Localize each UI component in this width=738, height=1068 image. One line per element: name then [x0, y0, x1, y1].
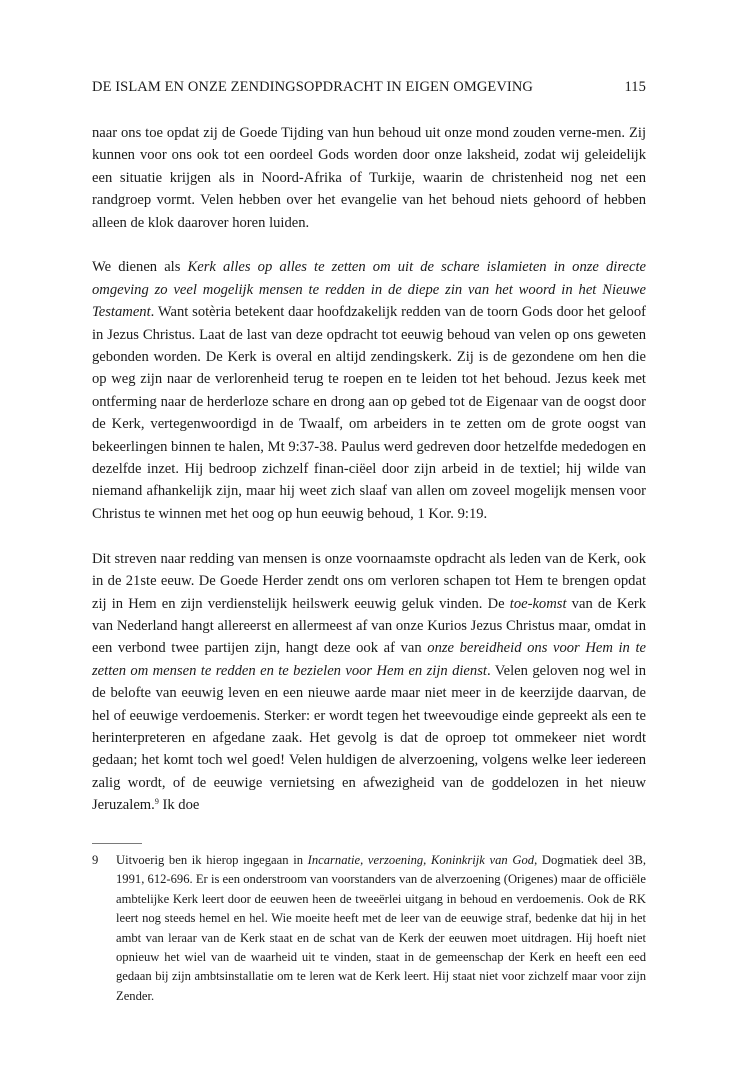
page-number: 115: [624, 79, 646, 95]
footnote-separator: [92, 843, 142, 844]
body-text: [92, 122, 646, 817]
text-run: naar ons toe opdat zij de Goede Tijding van hun behoud uit onze mond zouden verne-men. Zij kunnen voor ons ook tot een oordeel Gods worden door onze laksheid, zodat wij geleidelijk een situatie krijgen als in Noord-Afrika of Turkije, waarin de christenheid nog net een randgroep vormt. Velen hebben over het evangelie van het behoud niets gehoord of hebben alleen de klok daarover horen luiden.: [92, 125, 646, 231]
text-run: Ik doe: [158, 797, 200, 814]
footnote-reference: 9: [154, 797, 159, 807]
italic-text: Kerk alles op alles te zetten om uit de schare islamieten in onze directe omgeving zo veel mogelijk mensen te redden in de diepe zin van het woord in het Nieuwe Testament: [92, 259, 646, 321]
italic-text: toe-komst: [509, 595, 567, 612]
book-page: [92, 0, 646, 1068]
text-run: Uitvoerig ben ik hierop ingegaan in: [116, 853, 308, 867]
footnote-text: [116, 851, 646, 1006]
footnote: [92, 851, 646, 1006]
running-title: DE ISLAM EN ONZE ZENDINGSOPDRACHT IN EIGEN OMGEVING: [92, 79, 534, 95]
italic-text: onze bereidheid ons voor Hem in te zetten om mensen te redden en te bezielen voor Hem en zijn dienst: [92, 640, 646, 679]
text-run: Dit streven naar redding van mensen is onze voornaamste opdracht als leden van de Kerk, ook in de 21ste eeuw. De Goede Herder zendt ons om verloren schapen tot Hem te brengen opdat zij in Hem en zijn verdienstelijk heilswerk eeuwig geluk vinden. De: [92, 550, 646, 612]
italic-text: Incarnatie, verzoening, Koninkrijk van God: [307, 853, 535, 867]
footnote-number: 9: [92, 853, 99, 867]
text-run: , Dogmatiek deel 3B, 1991, 612-696. Er is een onderstroom van voorstanders van de alverzoening (Origenes) maar de officiële ambtelijke Kerk leert door de eeuwen heen de tweeërlei uitgang in behoud en verdoemenis. Ook de RK leert nog steeds hemel en hel. Wie moeite heeft met de leer van de eeuwige straf, bedenke dat hij in het ambt van leraar van de Kerk staat en de schat van de Kerk der eeuwen moet uitdragen. Hij hoeft niet opnieuw het wiel van de waarheid uit te vinden, staat in de gemeenschap der Kerk en heeft een eed gedaan bij zijn ambtsinstallatie om te leren wat de Kerk leert. Hij staat niet voor zichzelf maar voor zijn Zender.: [116, 853, 646, 1003]
text-run: . Velen geloven nog wel in de belofte van eeuwig leven en een nieuwe aarde maar niet meer in de keerzijde daarvan, de hel of eeuwige verdoemenis. Sterker: er wordt tegen het tweevoudige einde gepreekt als een te herinterpreteren en afgedane zaak. Het gevolg is dat de oproep tot ommekeer niet wordt gedaan; het komt toch wel goed! Velen huldigen de alverzoening, volgens welke leer iedereen zalig wordt, of de eeuwige vernietsing en afwezigheid van de goddelozen in het nieuw Jeruzalem.: [92, 662, 646, 814]
text-run: We dienen als: [92, 259, 188, 276]
paragraph: [92, 122, 646, 234]
paragraph: [92, 548, 646, 817]
text-run: . Want sotèria betekent daar hoofdzakelijk redden van de toorn Gods door het geloof in Jezus Christus. Laat de last van deze opdracht tot eeuwig behoud van velen op ons geweten gebonden worden. De Kerk is overal en altijd zendingskerk. Zij is de gezondene om hen die op weg zijn naar de verlorenheid terug te roepen en te leiden tot het behoud. Jezus keek met ontferming naar de herderloze schare en drong aan op gebed tot de Eigenaar van de oogst door de Kerk, vertegenwoordigd in de Twaalf, om arbeiders in te zetten om de grote oogst van bekeerlingen binnen te halen, Mt 9:37-38. Paulus werd gedreven door hetzelfde mededogen en dezelfde inzet. Hij bedroop zichzelf finan-ciëel door zijn arbeid in de textiel; hij wilde van niemand afhankelijk zijn, maar hij weet zich slaaf van allen om zoveel mogelijk mensen voor Christus te winnen met het oog op hun eeuwig behoud, 1 Kor. 9:19.: [92, 304, 646, 522]
text-run: van de Kerk van Nederland hangt allereerst en allermeest af van onze Kurios Jezus Christus maar, omdat in een verbond twee partijen zijn, hangt deze ook af van: [92, 595, 646, 657]
paragraph: [92, 256, 646, 525]
